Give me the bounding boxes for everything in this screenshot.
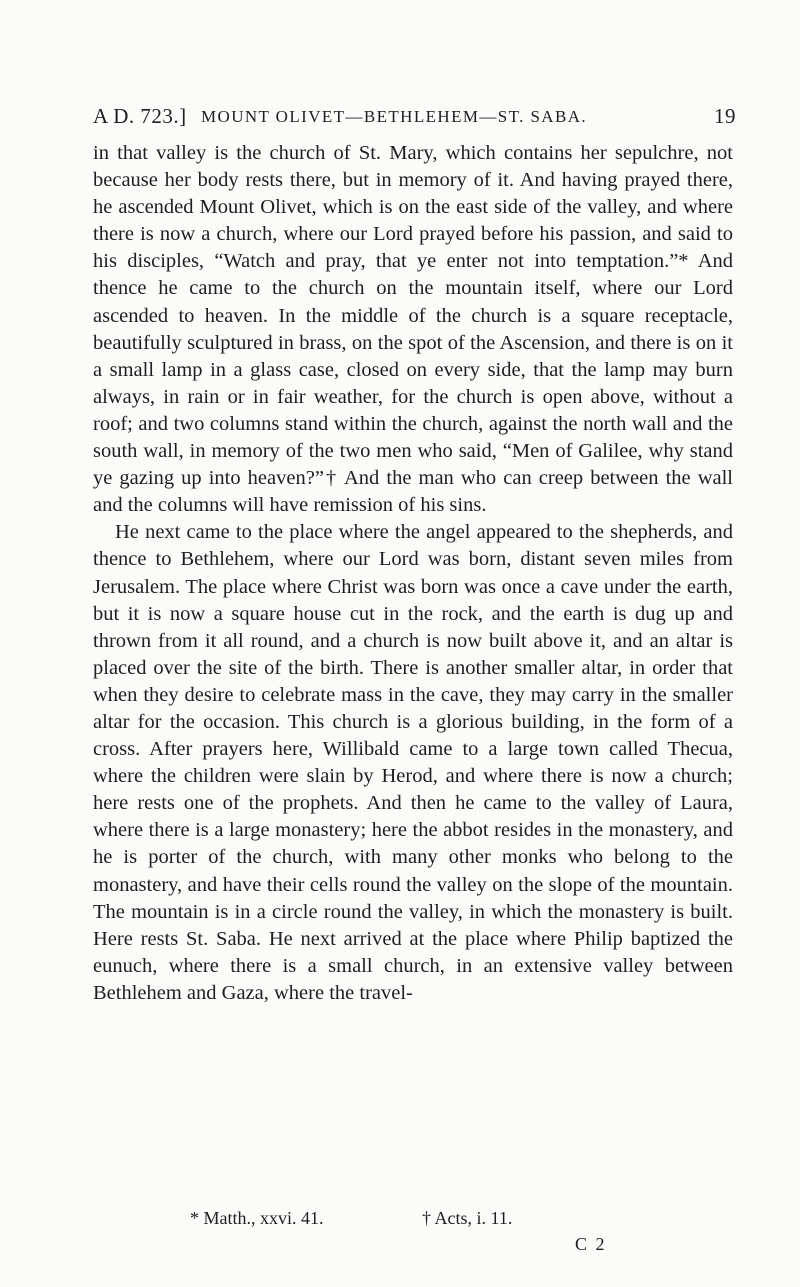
running-title: MOUNT OLIVET—BETHLEHEM—ST. SABA. <box>201 107 588 126</box>
footnote-1: * Matth., xxvi. 41. <box>190 1208 324 1228</box>
footnote-2: † Acts, i. 11. <box>422 1208 513 1228</box>
year-reference: A D. 723.] <box>93 104 187 128</box>
body-text <box>93 140 733 1007</box>
signature-mark: C 2 <box>575 1234 607 1254</box>
paragraph-2: He next came to the place where the angel appeared to the shepherds, and thence to Bethlehem, where our Lord was born, distant seven miles from Jerusalem. The place where Christ was born was once a cave under the earth, but it is now a square house cut in the rock, and the earth is dug up and thrown from it all round, and a church is now built above it, and an altar is placed over the site of the birth. There is another smaller altar, in order that when they desire to celebrate mass in the cave, they may carry in the smaller altar for the occasion. This church is a glorious building, in the form of a cross. After prayers here, Willibald came to a large town called Thecua, where the children were slain by Herod, and where there is now a church; here rests one of the prophets. And then he came to the valley of Laura, where there is a large monastery; here the abbot resides in the monastery, and he is porter of the church, with many other monks who belong to the monastery, and have their cells round the valley on the slope of the mountain. The mountain is in a circle round the valley, in which the monastery is built. Here rests St. Saba. He next arrived at the place where Philip baptized the eunuch, where there is a small church, in an extensive valley between Bethlehem and Gaza, where the travel- <box>93 521 733 1004</box>
running-head <box>93 104 736 132</box>
paragraph-1: in that valley is the church of St. Mary, which contains her sepulchre, not because her body rests there, but in memory of it. And having prayed there, he ascended Mount Olivet, which is on the east side of the valley, and where there is now a church, where our Lord prayed before his passion, and said to his disciples, “Watch and pray, that ye enter not into temptation.”* And thence he came to the church on the mountain itself, where our Lord ascended to heaven. In the middle of the church is a square receptacle, beautifully sculptured in brass, on the spot of the Ascension, and there is on it a small lamp in a glass case, closed on every side, that the lamp may burn always, in rain or in fair weather, for the church is open above, without a roof; and two columns stand within the church, against the north wall and the south wall, in memory of the two men who said, “Men of Galilee, why stand ye gazing up into heaven?”† And the man who can creep between the wall and the columns will have remission of his sins. <box>93 142 733 517</box>
footnotes <box>190 1208 690 1234</box>
page-number: 19 <box>714 104 736 128</box>
